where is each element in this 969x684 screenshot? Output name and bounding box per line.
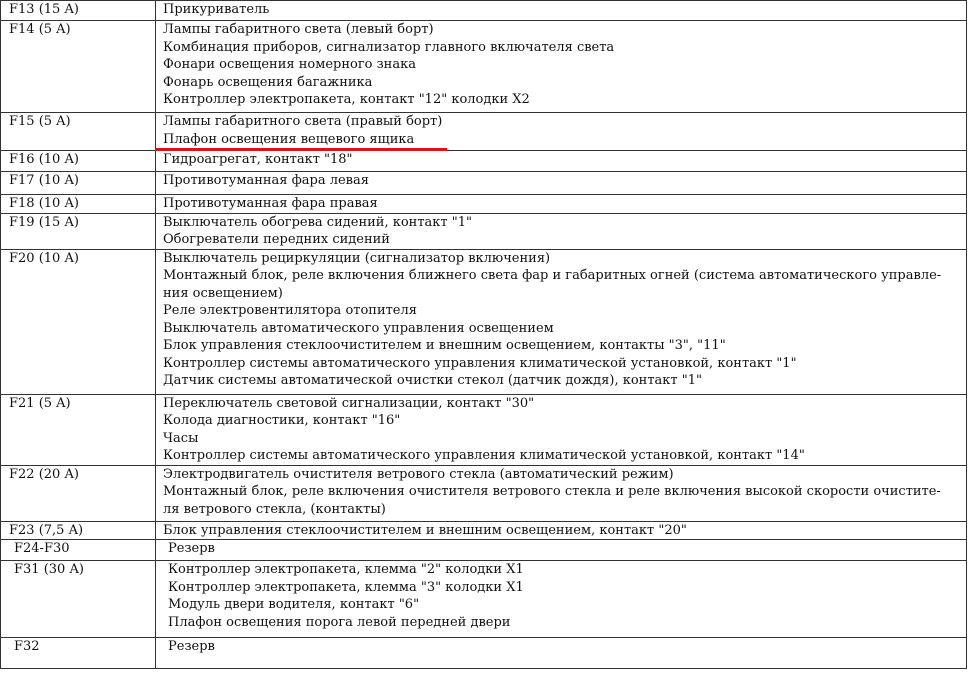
consumer-line: Противотуманная фара правая <box>163 196 378 211</box>
table-row <box>1 540 967 561</box>
fuse-code-cell <box>1 113 156 151</box>
consumer-line: Блок управления стеклоочистителем и внешним освещением, контакты "3", "11" <box>163 338 726 353</box>
fuse-code: F23 (7,5 A) <box>9 522 84 538</box>
fuse-description-cell <box>156 540 967 561</box>
fuse-code: F32 <box>14 639 40 654</box>
consumer-line: Модуль двери водителя, контакт "6" <box>168 597 420 612</box>
table-row <box>1 465 967 521</box>
table-row <box>1 394 967 465</box>
consumer-line: Фонарь освещения багажника <box>163 74 373 90</box>
fuse-description-cell <box>156 172 967 195</box>
fuse-description-cell <box>156 465 967 521</box>
fuse-code-cell <box>1 151 156 172</box>
table-row <box>1 113 967 151</box>
fuse-description-cell <box>156 1 967 21</box>
fuse-code: F31 (30 A) <box>14 562 84 577</box>
consumer-line: Монтажный блок, реле включения очистителя ветрового стекла и реле включения высокой скорости очистите- <box>163 484 941 499</box>
fuse-code: F16 (10 A) <box>9 152 79 167</box>
table-row <box>1 561 967 638</box>
table-row <box>1 638 967 669</box>
fuse-code-cell <box>1 540 156 561</box>
table-row <box>1 249 967 394</box>
fuse-code-cell <box>1 21 156 113</box>
table-row <box>1 151 967 172</box>
consumer-line: Контроллер системы автоматического управления климатической установкой, контакт "14" <box>163 448 805 463</box>
fuse-description-cell <box>156 21 967 113</box>
fuse-description-cell <box>156 249 967 394</box>
red-underline-mark <box>155 148 447 151</box>
consumer-line: Реле электровентилятора отопителя <box>163 303 417 318</box>
table-row <box>1 1 967 21</box>
consumer-line: Гидроагрегат, контакт "18" <box>163 152 353 167</box>
consumer-line: Фонари освещения номерного знака <box>163 57 416 72</box>
consumer-line: Комбинация приборов, сигнализатор главного включателя света <box>163 39 615 55</box>
consumer-line: Противотуманная фара левая <box>163 173 369 188</box>
consumer-line: Выключатель обогрева сидений, контакт "1" <box>163 214 472 230</box>
fuse-code: F18 (10 A) <box>9 196 79 211</box>
table-row <box>1 521 967 540</box>
fuse-description-cell <box>156 195 967 214</box>
fuse-code: F19 (15 A) <box>9 214 79 230</box>
consumer-line: ля ветрового стекла, (контакты) <box>163 501 386 517</box>
consumer-line: Колода диагностики, контакт "16" <box>163 413 401 428</box>
consumer-line: Резерв <box>168 541 215 556</box>
fuse-code-cell <box>1 172 156 195</box>
consumer-line: Резерв <box>168 639 215 654</box>
consumer-line: Выключатель автоматического управления освещением <box>163 320 554 336</box>
consumer-line: Выключатель рециркуляции (сигнализатор включения) <box>163 250 551 266</box>
fuse-code-cell <box>1 561 156 638</box>
consumer-line: Электродвигатель очистителя ветрового стекла (автоматический режим) <box>163 466 674 482</box>
fuse-description-cell <box>156 213 967 249</box>
consumer-line: Контроллер электропакета, контакт "12" колодки Х2 <box>163 92 530 107</box>
fuse-code: F15 (5 A) <box>9 114 71 129</box>
fuse-code: F24-F30 <box>14 541 70 556</box>
table-row <box>1 21 967 113</box>
consumer-line: Переключатель световой сигнализации, контакт "30" <box>163 395 535 411</box>
consumer-line: Блок управления стеклоочистителем и внешним освещением, контакт "20" <box>163 522 687 538</box>
fuse-code-cell <box>1 1 156 21</box>
fuse-code: F17 (10 A) <box>9 173 79 188</box>
consumer-line: Лампы габаритного света (правый борт) <box>163 114 443 129</box>
fuse-code: F13 (15 A) <box>9 2 79 17</box>
table-row <box>1 172 967 195</box>
fuse-code-cell <box>1 465 156 521</box>
consumer-line: Плафон освещения порога левой передней двери <box>168 614 511 630</box>
fuse-table-body <box>1 1 967 669</box>
fuse-code-cell <box>1 249 156 394</box>
fuse-code-cell <box>1 394 156 465</box>
fuse-description-cell <box>156 638 967 669</box>
fuse-description-cell <box>156 113 967 151</box>
fuse-code-cell <box>1 638 156 669</box>
consumer-line: Прикуриватель <box>163 2 270 17</box>
consumer-line: Плафон освещения вещевого ящика <box>163 131 415 147</box>
table-row <box>1 195 967 214</box>
fuse-code: F22 (20 A) <box>9 466 79 482</box>
fuse-code-cell <box>1 213 156 249</box>
fuse-code-cell <box>1 521 156 540</box>
consumer-line: Контроллер электропакета, клемма "3" колодки Х1 <box>168 579 524 595</box>
table-row <box>1 213 967 249</box>
fuse-description-cell <box>156 394 967 465</box>
fuse-code-cell <box>1 195 156 214</box>
fuse-description-cell <box>156 151 967 172</box>
consumer-line: Контроллер системы автоматического управления климатической установкой, контакт "1" <box>163 355 797 371</box>
consumer-line: Контроллер электропакета, клемма "2" колодки Х1 <box>168 562 524 577</box>
consumer-line: Обогреватели передних сидений <box>163 232 390 247</box>
consumer-line: Лампы габаритного света (левый борт) <box>163 22 434 37</box>
consumer-line: Часы <box>163 430 199 446</box>
fuse-description-cell <box>156 561 967 638</box>
consumer-line: Датчик системы автоматической очистки стекол (датчик дождя), контакт "1" <box>163 373 702 388</box>
consumer-line: ния освещением) <box>163 285 283 301</box>
fuse-code: F14 (5 A) <box>9 22 71 37</box>
consumer-line: Монтажный блок, реле включения ближнего света фар и габаритных огней (система автоматического управле- <box>163 268 942 283</box>
fuse-code: F20 (10 A) <box>9 250 79 266</box>
fuse-code: F21 (5 A) <box>9 395 71 411</box>
fuse-description-cell <box>156 521 967 540</box>
